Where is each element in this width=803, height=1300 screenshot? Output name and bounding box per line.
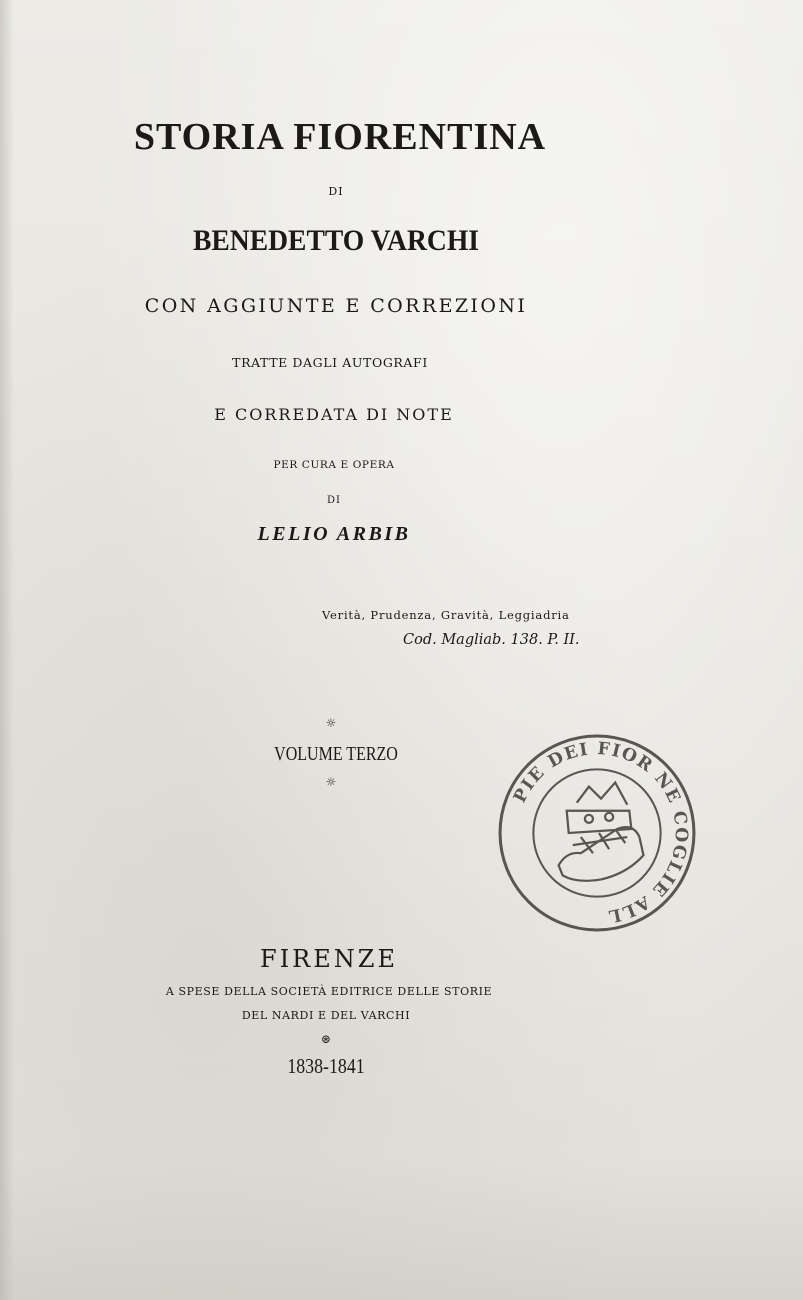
rosette-ornament-icon: ⊛ [320, 1032, 332, 1046]
editor-intro: PER CURA E OPERA [273, 459, 395, 471]
imprint-city: FIRENZE [260, 945, 398, 973]
volume-label: VOLUME TERZO [274, 743, 398, 765]
sun-ornament-icon-lower: ☼ [325, 775, 337, 789]
sun-ornament-icon: ☼ [325, 716, 337, 730]
author-name: BENEDETTO VARCHI [192, 224, 480, 257]
svg-text:PIE DEI FIOR NE COGLIE ALL [510, 739, 691, 926]
library-stamp-icon [496, 732, 698, 934]
publisher-line-2: DEL NARDI E DEL VARCHI [241, 1009, 411, 1022]
stamp-emblem [559, 783, 644, 881]
subtitle-line-1: CON AGGIUNTE E CORREZIONI [144, 295, 528, 317]
publisher-line-1: A SPESE DELLA SOCIETÀ EDITRICE DELLE STORIE [165, 985, 493, 998]
editor-name: LELIO ARBIB [257, 523, 411, 545]
subtitle-line-2: TRATTE DAGLI AUTOGRAFI [232, 355, 428, 370]
publication-years: 1838-1841 [287, 1054, 365, 1078]
stamp-motto: PIE DEI FIOR NE COGLIE ALL [510, 738, 691, 927]
epigraph: Verità, Prudenza, Gravità, Leggiadria [322, 608, 570, 622]
subtitle-line-3: E CORREDATA DI NOTE [214, 405, 454, 424]
by-label: DI [328, 185, 344, 198]
epigraph-citation: Cod. Magliab. 138. P. II. [403, 632, 580, 648]
editor-by-label: DI [327, 495, 341, 506]
book-title: STORIA FIORENTINA [133, 116, 547, 158]
